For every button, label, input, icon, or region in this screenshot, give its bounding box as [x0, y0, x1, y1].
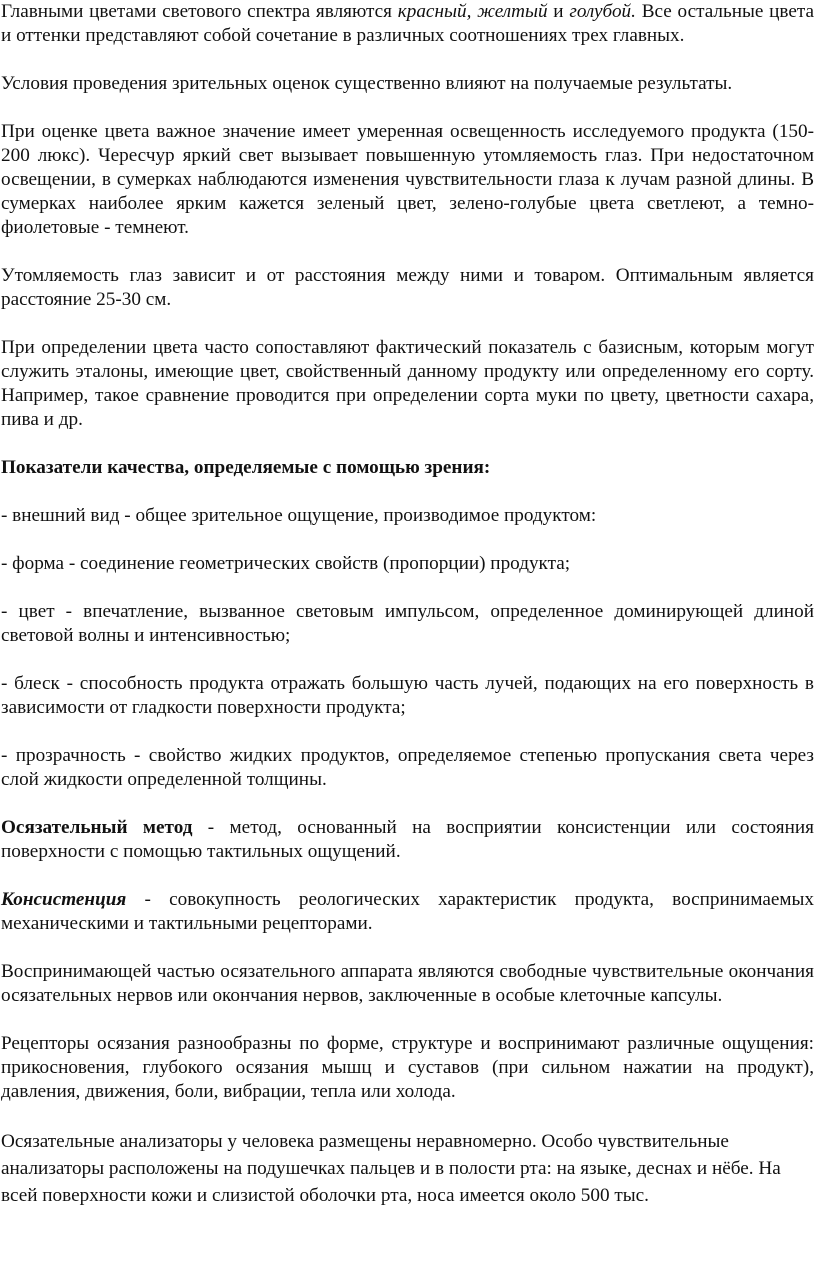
paragraph-receptors: Рецепторы осязания разнообразны по форме, структуре и воспринимают различные ощущения: прикосновения, глубокого осязания мышц и суставов (при сильном нажатии на продукт), давления, движения, боли, вибрации, тепла или холода. — [1, 1033, 814, 1102]
list-item-shape: - форма - соединение геометрических свойств (пропорции) продукта; — [1, 553, 571, 574]
paragraph-analyzers: Осязательные анализаторы у человека размещены неравномерно. Особо чувствительные анализаторы расположены на подушечках пальцев и в полости рта: на языке, деснах и нёбе. На всей поверхности кожи и слизистой оболочки рта, носа имеется около 500 тыс. — [1, 1131, 781, 1206]
list-item-gloss: - блеск - способность продукта отражать большую часть лучей, подающих на его поверхность в зависимости от гладкости поверхности продукта; — [1, 673, 814, 718]
italic-blue: голубой. — [569, 1, 636, 22]
text-run: Все остальные цвета и оттенки представляют собой сочетание в различных соотношениях трех главных. — [1, 1, 815, 46]
list-item-color: - цвет - впечатление, вызванное световым импульсом, определенное доминирующей длиной световой волны и интенсивностью; — [1, 601, 814, 646]
paragraph-receptive-part: Воспринимающей частью осязательного аппарата являются свободные чувствительные окончания осязательных нервов или окончания нервов, заключенные в особые клеточные капсулы. — [1, 961, 814, 1006]
list-item-appearance: - внешний вид - общее зрительное ощущение, производимое продуктом: — [1, 505, 597, 526]
text-run: - метод, основанный на восприятии консистенции или состояния поверхности с помощью тактильных ощущений. — [1, 817, 814, 862]
paragraph-conditions: Условия проведения зрительных оценок существенно влияют на получаемые результаты. — [1, 73, 733, 94]
list-item-transparency: - прозрачность - свойство жидких продуктов, определяемое степенью пропускания света через слой жидкости определенной толщины. — [1, 745, 814, 790]
text-run: Главными цветами светового спектра являются — [1, 1, 398, 22]
paragraph-comparison: При определении цвета часто сопоставляют фактический показатель с базисным, которым могут служить эталоны, имеющие цвет, свойственный данному продукту или определенному его сорту. Например, такое сравнение проводится при определении сорта муки по цвету, цветности сахара, пива и др. — [1, 337, 814, 430]
section-heading — [1, 456, 814, 480]
paragraph-primary-colors — [1, 0, 814, 48]
bold-term: Осязательный метод — [1, 817, 193, 838]
italic-yellow: желтый — [477, 1, 548, 22]
italic-comma: , — [466, 1, 478, 22]
paragraph-consistency — [1, 888, 814, 936]
paragraph-distance: Утомляемость глаз зависит и от расстояния между ними и товаром. Оптимальным является расстояние 25-30 см. — [1, 265, 814, 310]
bold-italic-term: Консистенция — [1, 889, 127, 910]
paragraph-tactile-method — [1, 816, 814, 864]
italic-red: красный — [397, 1, 467, 22]
text-run: и — [547, 1, 570, 22]
heading-text: Показатели качества, определяемые с помощью зрения: — [1, 457, 491, 478]
paragraph-illumination: При оценке цвета важное значение имеет умеренная освещенность исследуемого продукта (150-200 люкс). Чересчур яркий свет вызывает повышенную утомляемость глаз. При недостаточном освещении, в сумерках наблюдаются изменения чувствительности глаза к лучам разной длины. В сумерках наиболее ярким кажется зеленый цвет, зелено-голубые цвета светлеют, а темно-фиолетовые - темнеют. — [1, 121, 814, 238]
text-run: - совокупность реологических характеристик продукта, воспринимаемых механическими и тактильными рецепторами. — [1, 889, 814, 934]
